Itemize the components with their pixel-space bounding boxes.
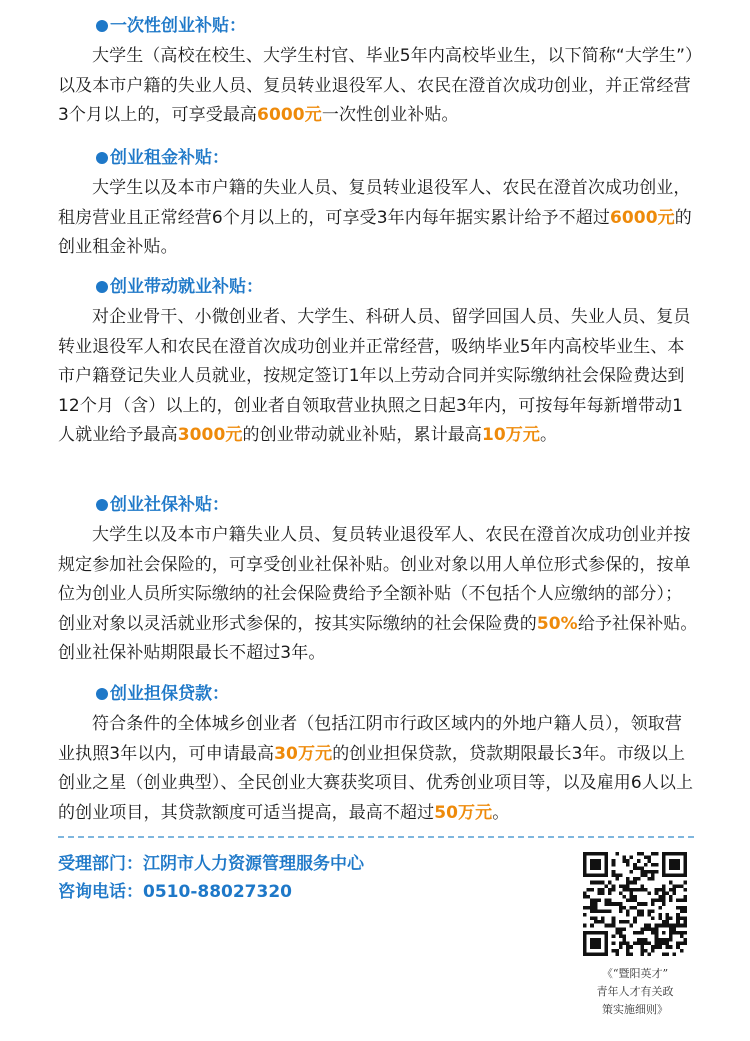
section-heading: 一次性创业补贴： [96,14,698,38]
section-3 [58,275,698,451]
bullet-dot-icon [96,688,108,700]
highlight-amount: 50% [536,613,578,634]
qr-caption: 《“暨阳英才” 青年人才有关政 策实施细则》 [596,967,674,1016]
bullet-dot-icon [96,20,108,32]
qr-code-icon[interactable] [583,852,687,956]
section-heading: 创业租金补贴： [96,146,698,170]
bullet-dot-icon [96,281,108,293]
phone-label: 咨询电话：0510-88027320 [58,882,292,902]
section-heading: 创业带动就业补贴： [96,275,698,299]
bullet-dot-icon [96,499,108,511]
dashed-divider [58,836,694,838]
highlight-amount: 6000元 [609,207,675,228]
section-5 [58,682,698,828]
section-body: 大学生（高校在校生、大学生村官、毕业5年内高校毕业生，以下简称“大学生”）以及本市户籍的失业人员、复员转业退役军人、农民在澄首次成功创业，并正常经营3个月以上的，可享受最高6000元一次性创业补贴。 [58,46,694,125]
highlight-amount: 30万元 [274,743,333,764]
highlight-amount: 50万元 [434,802,493,823]
section-body: 大学生以及本市户籍的失业人员、复员转业退役军人、农民在澄首次成功创业，租房营业且正常经营6个月以上的，可享受3年内每年据实累计给予不超过6000元的创业租金补贴。 [58,178,692,257]
section-body: 大学生以及本市户籍失业人员、复员转业退役军人、农民在澄首次成功创业并按规定参加社会保险的，可享受创业社保补贴。创业对象以用人单位形式参保的，按单位为创业人员所实际缴纳的社会保险费给予全额补贴（不包括个人应缴纳的部分）；创业对象以灵活就业形式参保的，按其实际缴纳的社会保险费的50%给予社保补贴。创业社保补贴期限最长不超过3年。 [58,525,698,663]
highlight-amount: 10万元 [481,425,540,445]
bullet-dot-icon [96,152,108,164]
highlight-amount: 3000元 [177,425,243,445]
department-label: 受理部门：江阴市人力资源管理服务中心 [58,854,364,874]
section-2 [58,146,698,263]
section-4 [58,493,698,669]
section-heading: 创业社保补贴： [96,493,698,517]
section-body: 符合条件的全体城乡创业者（包括江阴市行政区域内的外地户籍人员），领取营业执照3年以内，可申请最高30万元的创业担保贷款，贷款期限最长3年。市级以上创业之星（创业典型）、全民创业大赛获奖项目、优秀创业项目等，以及雇用6人以上的创业项目，其贷款额度可适当提高，最高不超过50万元。 [58,714,694,823]
section-heading: 创业担保贷款： [96,682,698,706]
highlight-amount: 6000元 [257,105,322,125]
section-body: 对企业骨干、小微创业者、大学生、科研人员、留学回国人员、失业人员、复员转业退役军人和农民在澄首次成功创业并正常经营，吸纳毕业5年内高校毕业生、本市户籍登记失业人员就业，按规定签订1年以上劳动合同并实际缴纳社会保险费达到12个月（含）以上的，创业者自领取营业执照之日起3年内，可按每年每新增带动1人就业给予最高3000元的创业带动就业补贴，累计最高10万元。 [58,307,691,445]
section-1 [58,14,698,131]
